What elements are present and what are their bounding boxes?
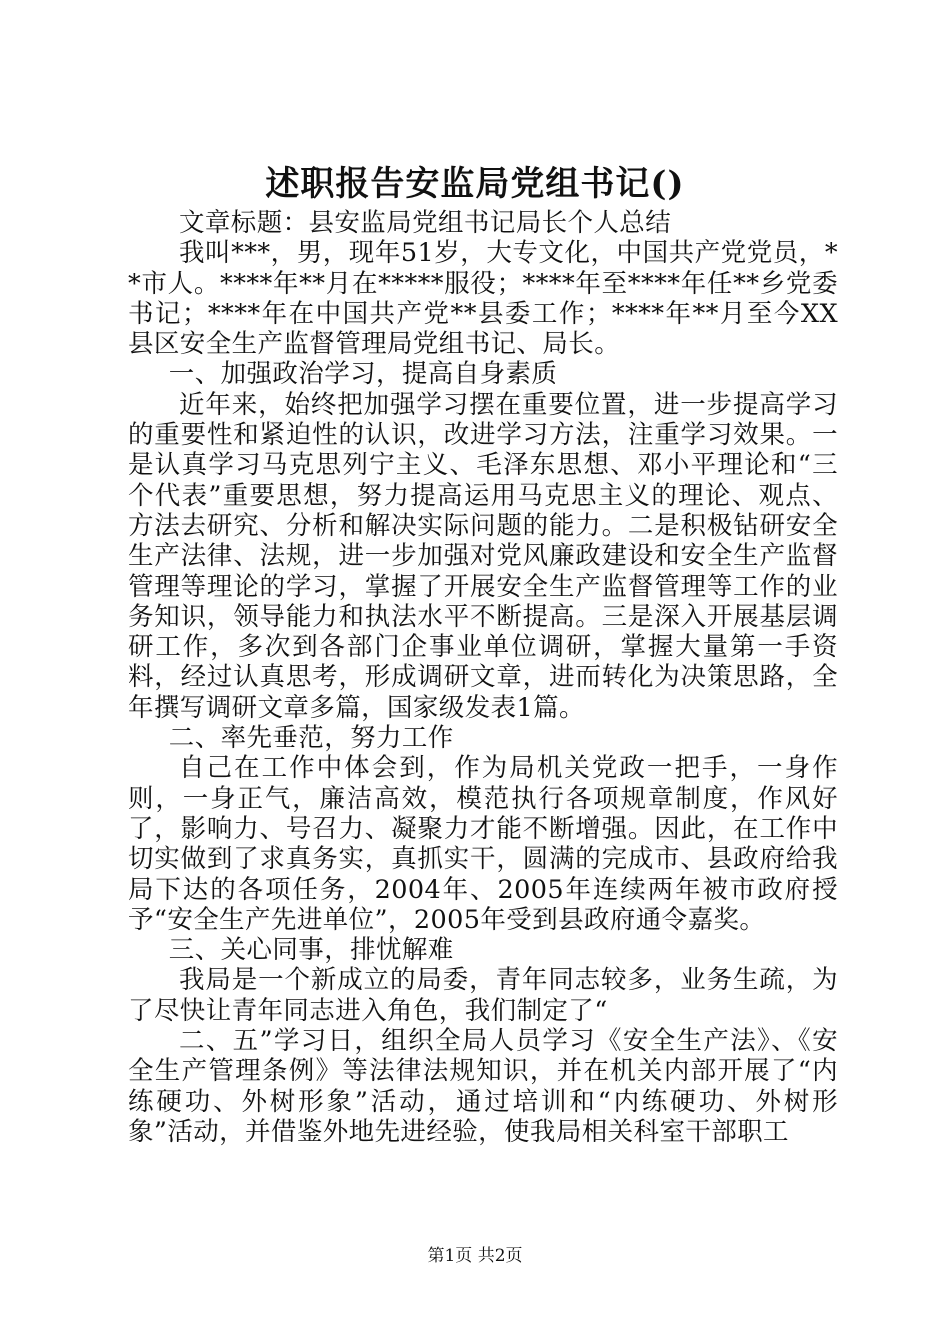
article-title-line: 文章标题：县安监局党组书记局长个人总结 [179,208,672,238]
intro-paragraph: 我叫***，男，现年51岁，大专文化，中国共产党党员，**市人。****年**月在*****服役；****年至****年任**乡党委书记；****年在中国共产党**县委工作；****年**月至今XX县区安全生产监督管理局党组书记、局长。 [128,238,838,360]
document-title: 述职报告安监局党组书记() [265,164,685,204]
section-heading-1: 一、加强政治学习，提高自身素质 [168,359,558,390]
page-number-footer: 第1页 共2页 [427,1246,523,1266]
section-3-continued-paragraph: 二、五”学习日，组织全局人员学习《安全生产法》、《安全生产管理条例》等法律法规知识，并在机关内部开展了“内练硬功、外树形象”活动，通过培训和“内练硬功、外树形象”活动，并借鉴外地先进经验，使我局相关科室干部职工 [128,1026,838,1147]
document-body [128,208,838,1147]
section-1-paragraph: 近年来，始终把加强学习摆在重要位置，进一步提高学习的重要性和紧迫性的认识，改进学习方法，注重学习效果。一是认真学习马克思列宁主义、毛泽东思想、邓小平理论和“三个代表”重要思想，努力提高运用马克思主义的理论、观点、方法去研究、分析和解决实际问题的能力。二是积极钻研安全生产法律、法规，进一步加强对党风廉政建设和安全生产监督管理等理论的学习，掌握了开展安全生产监督管理等工作的业务知识，领导能力和执法水平不断提高。三是深入开展基层调研工作，多次到各部门企事业单位调研，掌握大量第一手资料，经过认真思考，形成调研文章，进而转化为决策思路，全年撰写调研文章多篇，国家级发表1篇。 [128,389,838,723]
section-heading-3: 三、关心同事，排忧解难 [168,935,454,966]
section-3-paragraph: 我局是一个新成立的局委，青年同志较多，业务生疏，为了尽快让青年同志进入角色，我们制定了“ [128,965,838,1026]
section-2-paragraph: 自己在工作中体会到，作为局机关党政一把手，一身作则，一身正气，廉洁高效，模范执行各项规章制度，作风好了，影响力、号召力、凝聚力才能不断增强。因此，在工作中切实做到了求真务实，真抓实干，圆满的完成市、县政府给我局下达的各项任务，2004年、2005年连续两年被市政府授予“安全生产先进单位”，2005年受到县政府通令嘉奖。 [128,753,838,935]
section-heading-2: 二、率先垂范，努力工作 [168,723,454,754]
